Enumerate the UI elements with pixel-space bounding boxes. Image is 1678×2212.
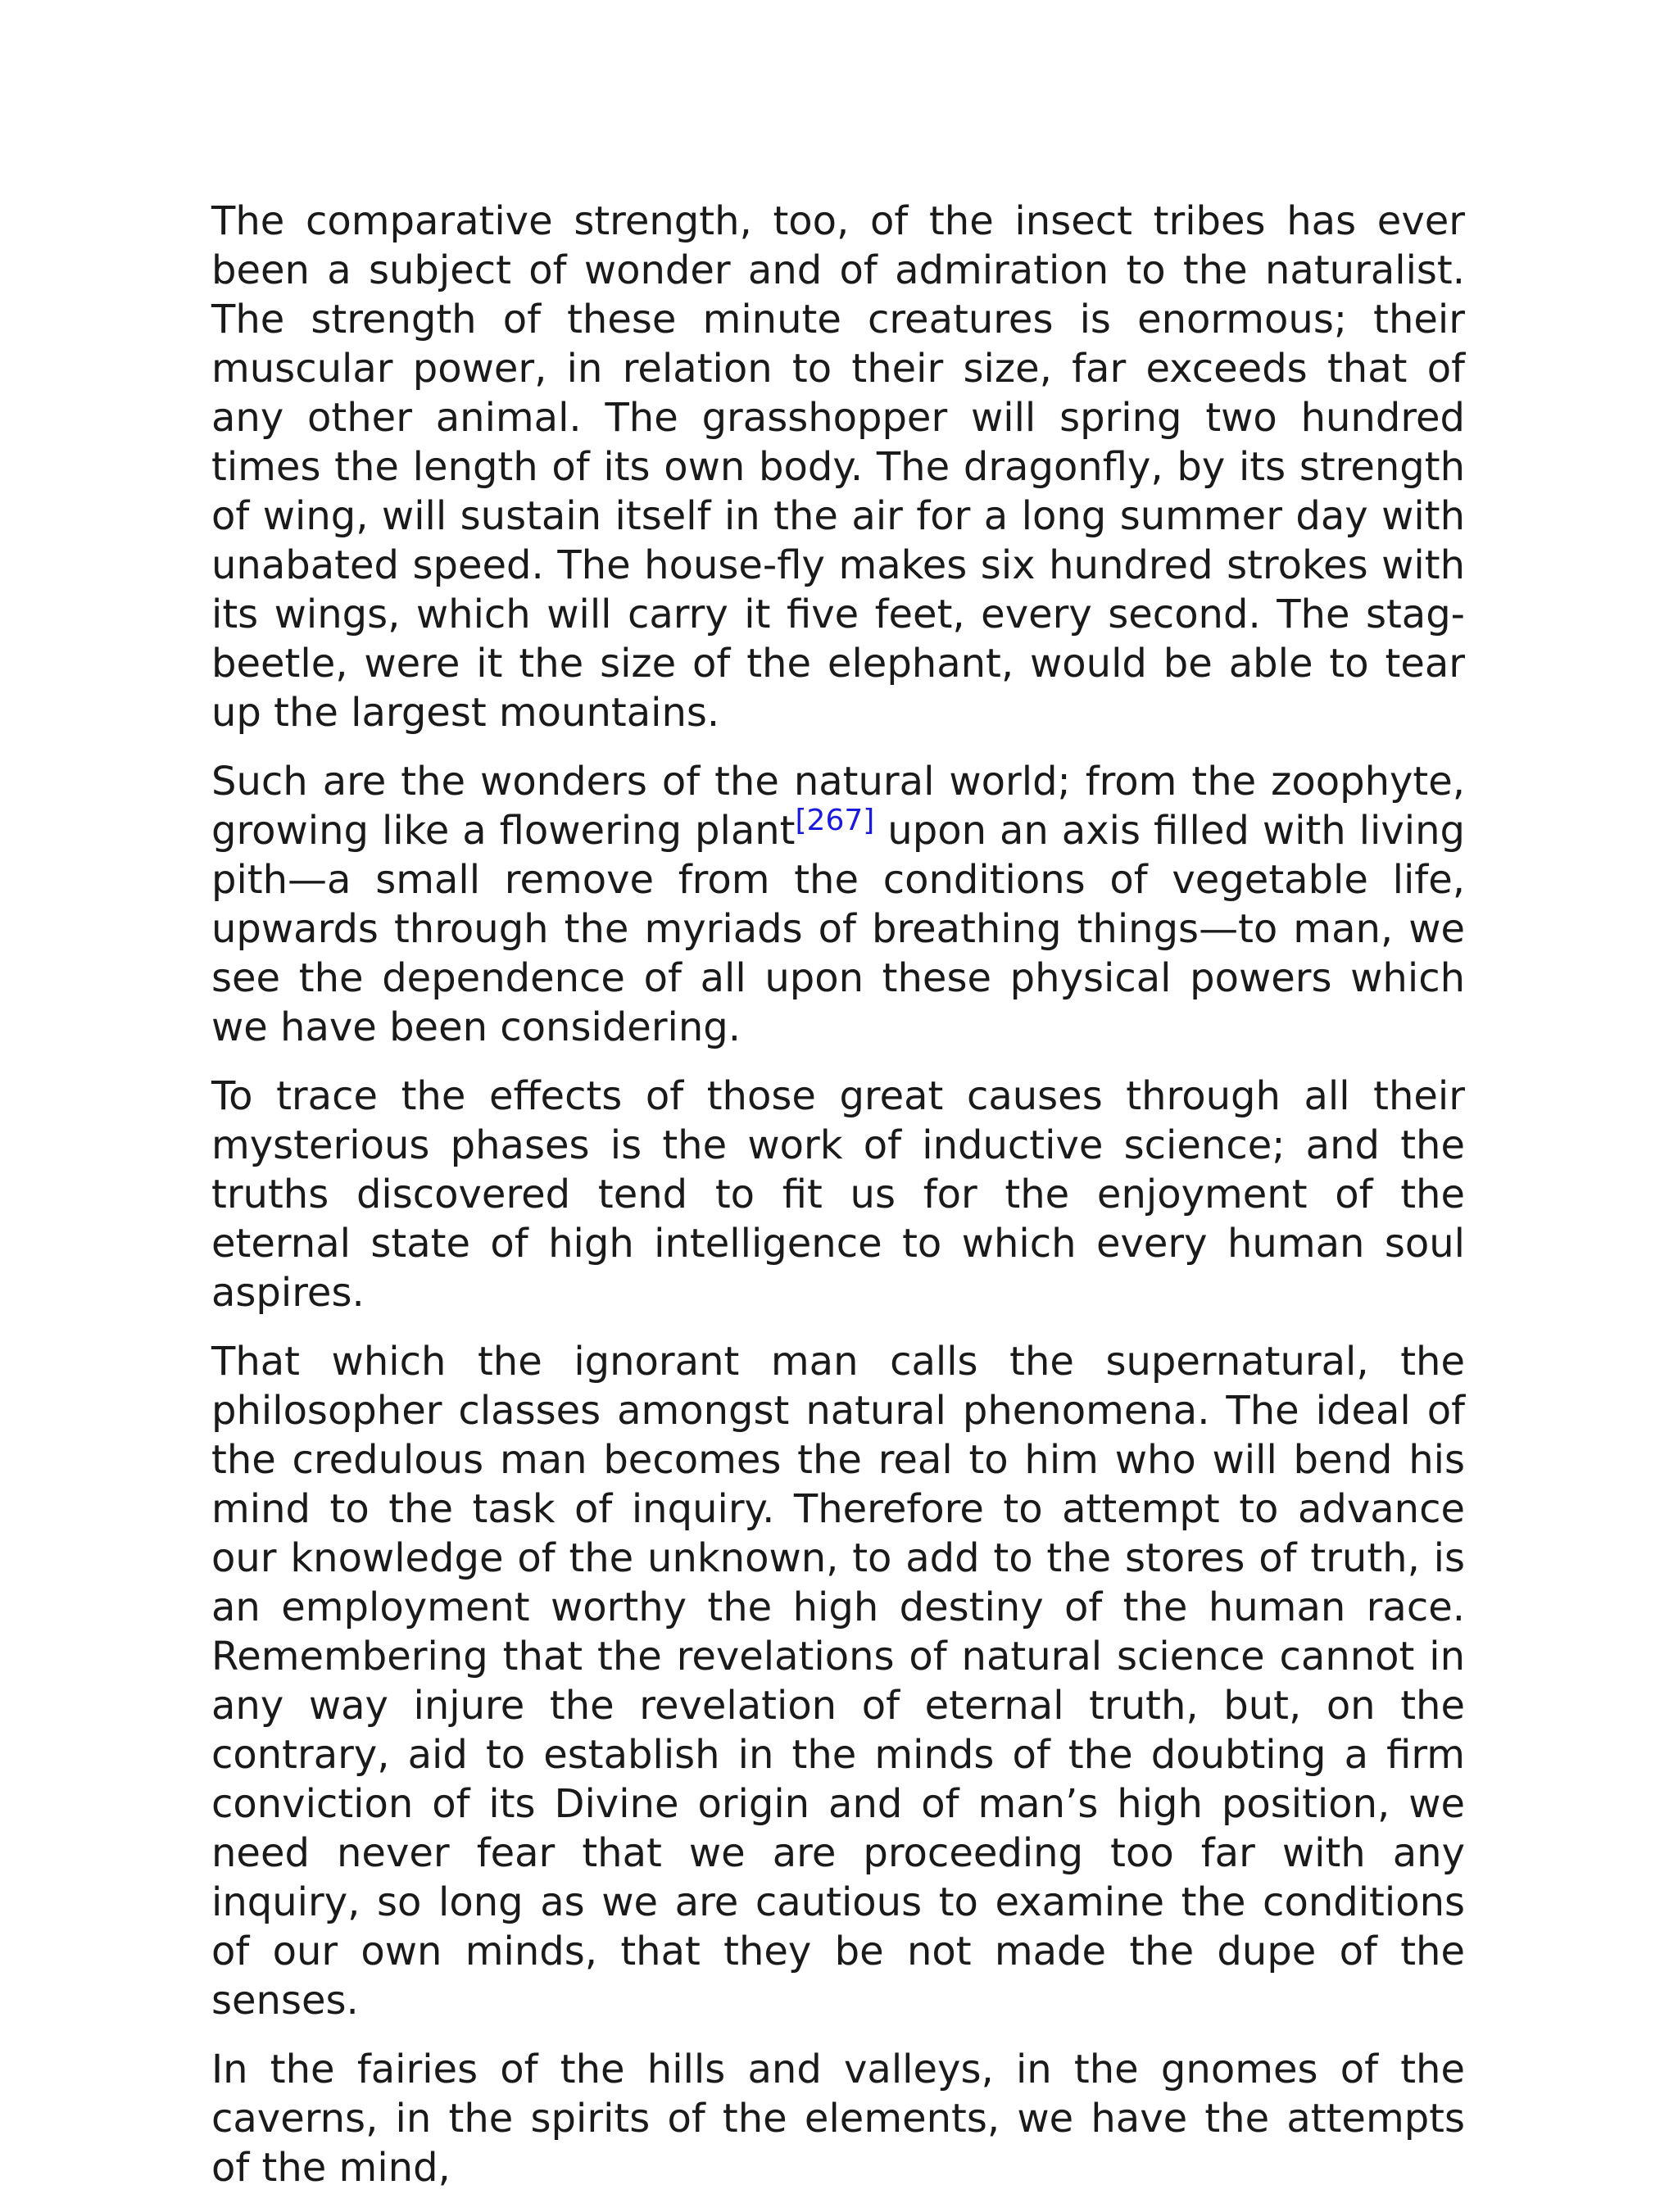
paragraph-text-after-footnote: upon an axis filled with living pith—a small remove from the conditions of vegetable life, upwards through the myriads of breathing things—to man, we see the dependence of all upon these physical powers which we have been considering.	[211, 808, 1466, 1050]
footnote-link-267[interactable]: [267]	[795, 804, 875, 837]
paragraph-fairies: In the fairies of the hills and valleys, in the gnomes of the caverns, in the spirits of the elements, we have the attempts of the mind,	[211, 2047, 1465, 2191]
paragraph-supernatural: That which the ignorant man calls the supernatural, the philosopher classes amongst natural phenomena. The ideal of the credulous man becomes the real to him who will bend his mind to the task of inquiry. Therefore to attempt to advance our knowledge of the unknown, to add to the stores of truth, is an employment worthy the high destiny of the human race. Remembering that the revelations of natural science cannot in any way injure the revelation of eternal truth, but, on the contrary, aid to establish in the minds of the doubting a firm conviction of its Divine origin and of man’s high position, we need never fear that we are proceeding too far with any inquiry, so long as we are cautious to examine the conditions of our own minds, that they be not made the dupe of the senses.	[211, 1339, 1465, 2024]
paragraph-insect-strength: The comparative strength, too, of the insect tribes has ever been a subject of wonder and of admiration to the naturalist. The strength of these minute creatures is enormous; their muscular power, in relation to their size, far exceeds that of any other animal. The grasshopper will spring two hundred times the length of its own body. The dragonfly, by its strength of wing, will sustain itself in the air for a long summer day with unabated speed. The house-fly makes six hundred strokes with its wings, which will carry it five feet, every second. The stag-beetle, were it the size of the elephant, would be able to tear up the largest mountains.	[211, 198, 1465, 736]
paragraph-natural-world	[211, 757, 1465, 1052]
page-body	[211, 197, 1465, 2212]
paragraph-inductive-science: To trace the effects of those great causes through all their mysterious phases is the work of inductive science; and the truths discovered tend to fit us for the enjoyment of the eternal state of high intelligence to which every human soul aspires.	[211, 1073, 1465, 1316]
paragraph-text-before-footnote: Such are the wonders of the natural world; from the zoophyte, growing like a flowering plant	[211, 759, 1465, 854]
